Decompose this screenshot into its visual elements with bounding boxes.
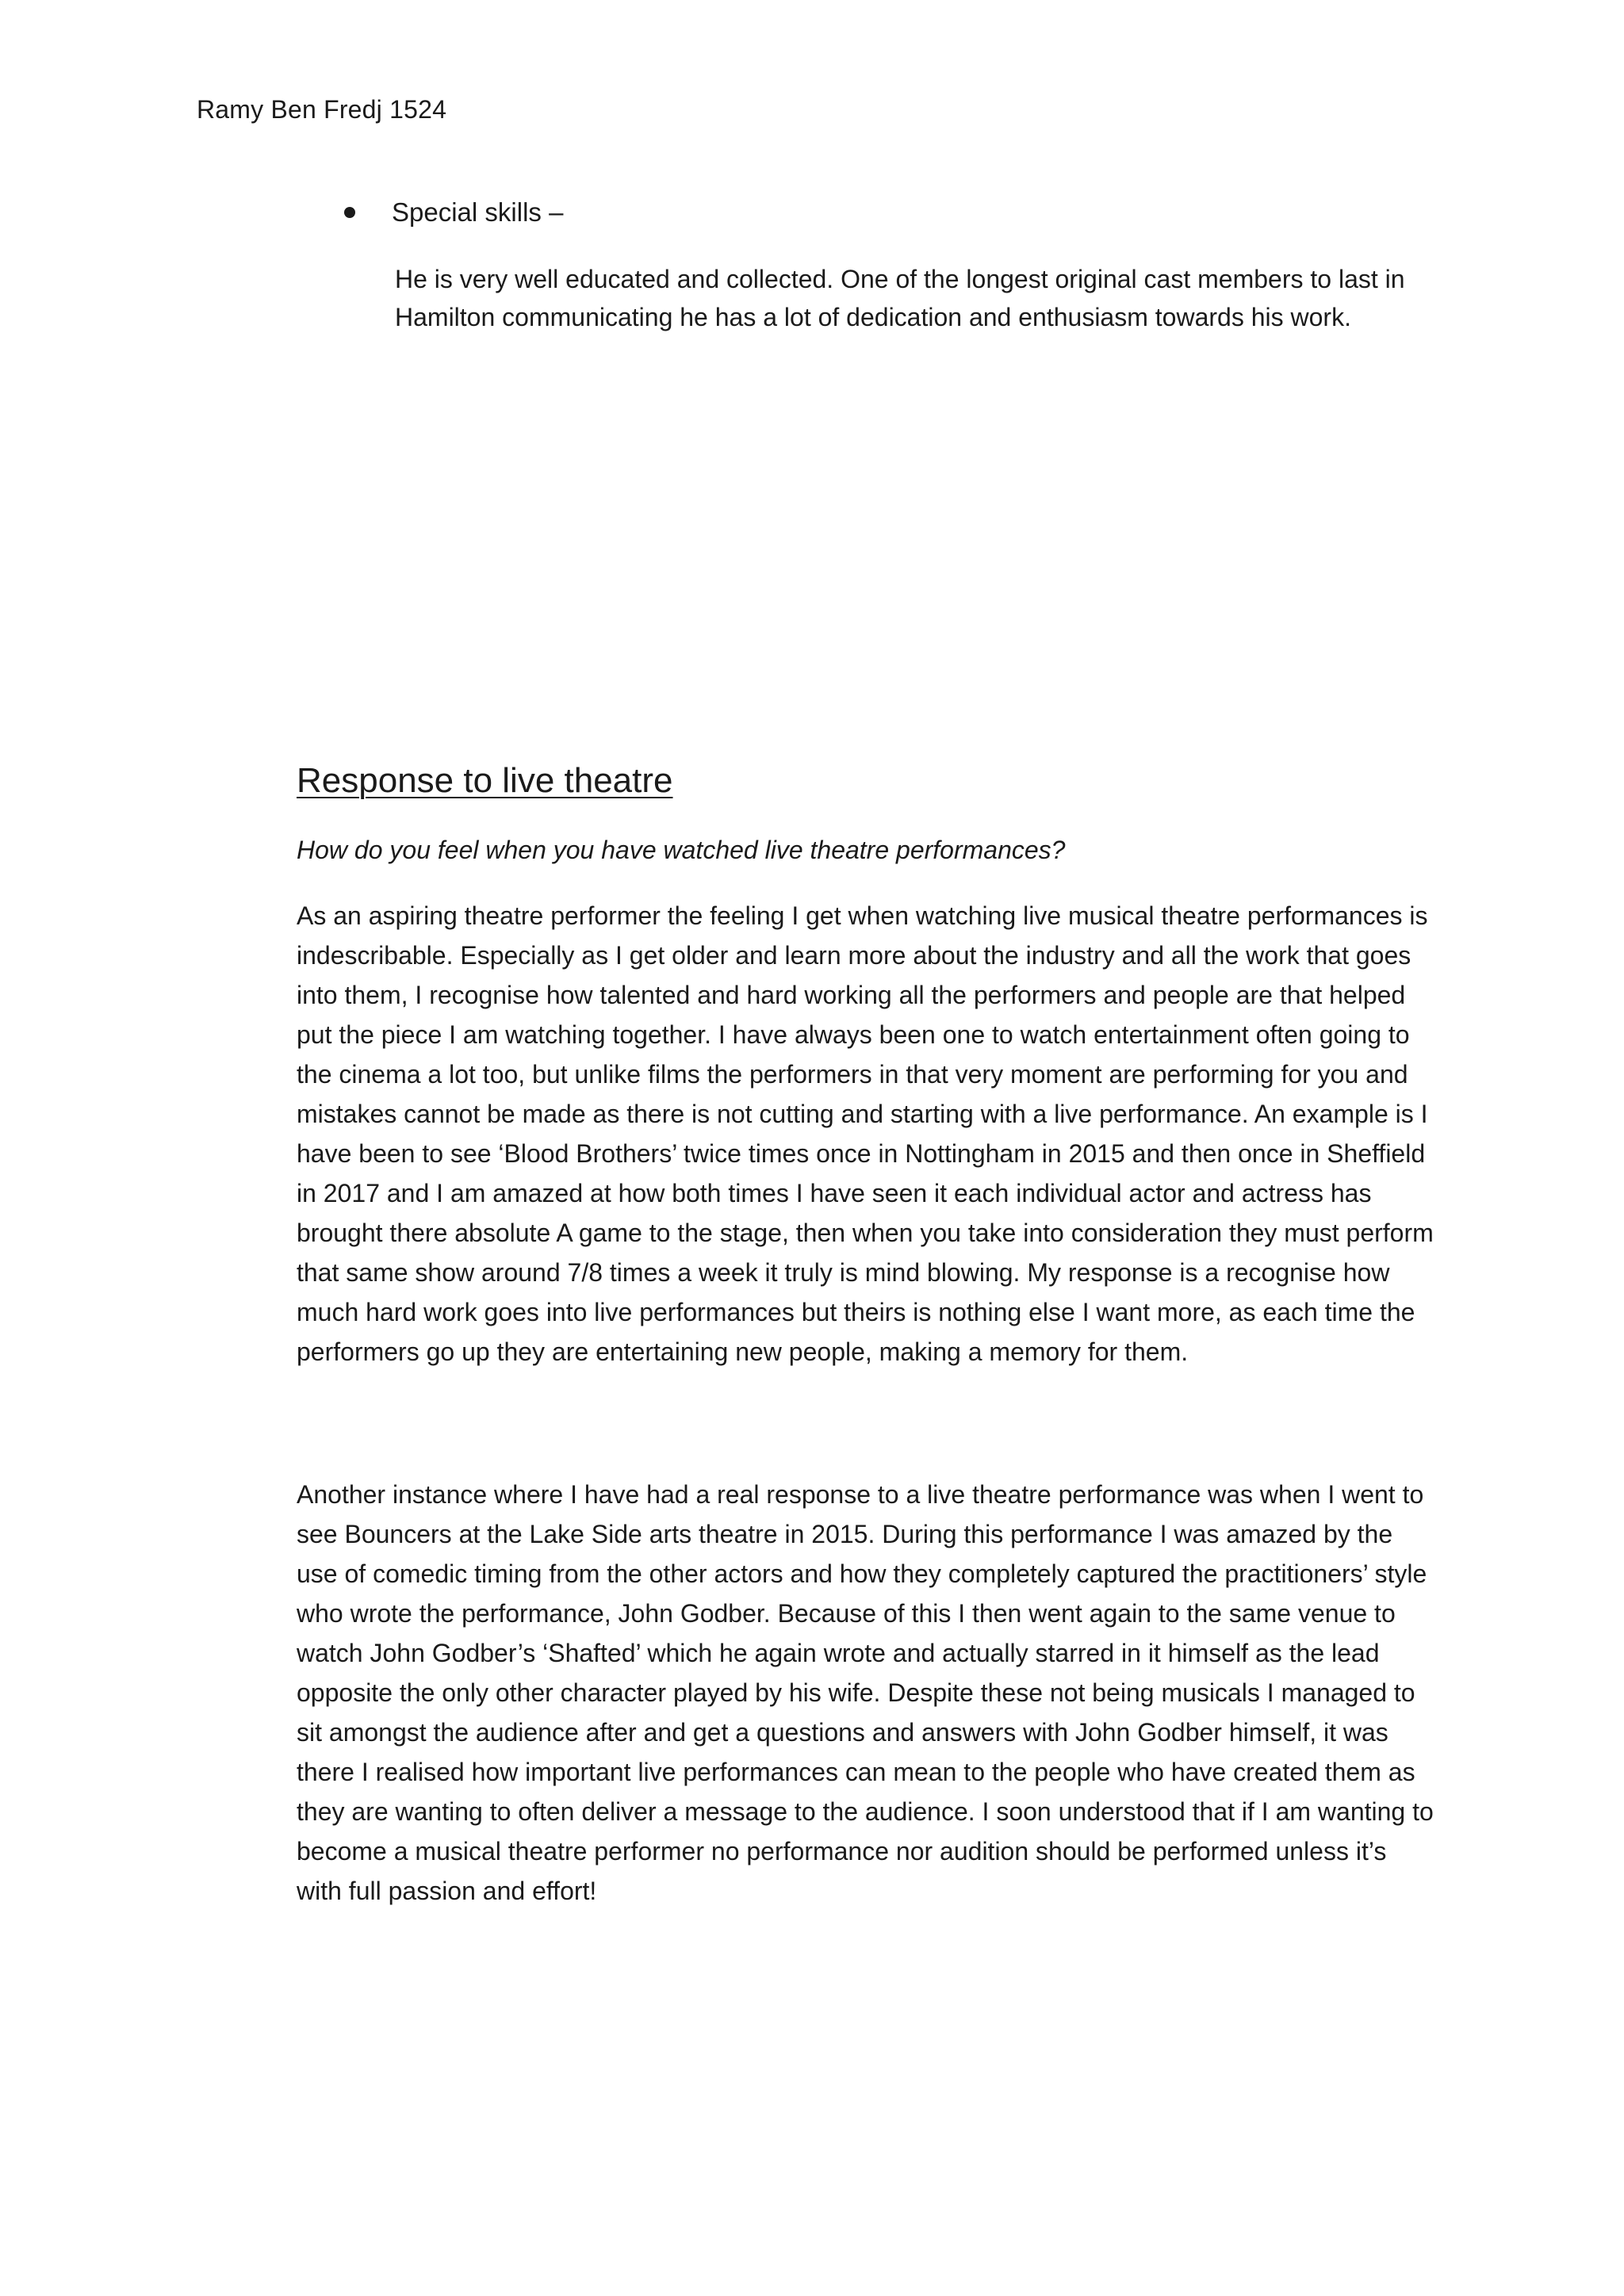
section-question: How do you feel when you have watched live theatre performances? xyxy=(297,836,1066,864)
author-header: Ramy Ben Fredj 1524 xyxy=(197,95,447,124)
special-skills-text: He is very well educated and collected. One of the longest original cast members to last in Hamilton communicating he has a lot of dedication and enthusiasm towards his work. xyxy=(395,265,1405,331)
special-skills-bullet xyxy=(344,197,563,228)
bullet-icon xyxy=(344,207,355,218)
body-paragraph: As an aspiring theatre performer the feeling I get when watching live musical theatre performances is indescribable. Especially as I get older and learn more about the industry and all the work that goes into them, I recognise how talented and hard working all the performers and people are that helped put the piece I am watching together. I have always been one to watch entertainment often going to the cinema a lot too, but unlike films the performers in that very moment are performing for you and mistakes cannot be made as there is not cutting and starting with a live performance. An example is I have been to see ‘Blood Brothers’ twice times once in Nottingham in 2015 and then once in Sheffield in 2017 and I am amazed at how both times I have seen it each individual actor and actress has brought there absolute A game to the stage, then when you take into consideration they must perform that same show around 7/8 times a week it truly is mind blowing. My response is a recognise how much hard work goes into live performances but theirs is nothing else I want more, as each time the performers go up they are entertaining new people, making a memory for them. xyxy=(297,901,1434,1366)
section-title: Response to live theatre xyxy=(297,761,673,800)
body-paragraph: Another instance where I have had a real response to a live theatre performance was when I went to see Bouncers at the Lake Side arts theatre in 2015. During this performance I was amazed by the use of comedic timing from the other actors and how they completely captured the practitioners’ style who wrote the performance, John Godber. Because of this I then went again to the same venue to watch John Godber’s ‘Shafted’ which he again wrote and actually starred in it himself as the lead opposite the only other character played by his wife. Despite these not being musicals I managed to sit amongst the audience after and get a questions and answers with John Godber himself, it was there I realised how important live performances can mean to the people who have created them as they are wanting to often deliver a message to the audience. I soon understood that if I am wanting to become a musical theatre performer no performance nor audition should be performed unless it’s with full passion and effort! xyxy=(297,1480,1434,1905)
special-skills-label: Special skills – xyxy=(392,197,564,227)
